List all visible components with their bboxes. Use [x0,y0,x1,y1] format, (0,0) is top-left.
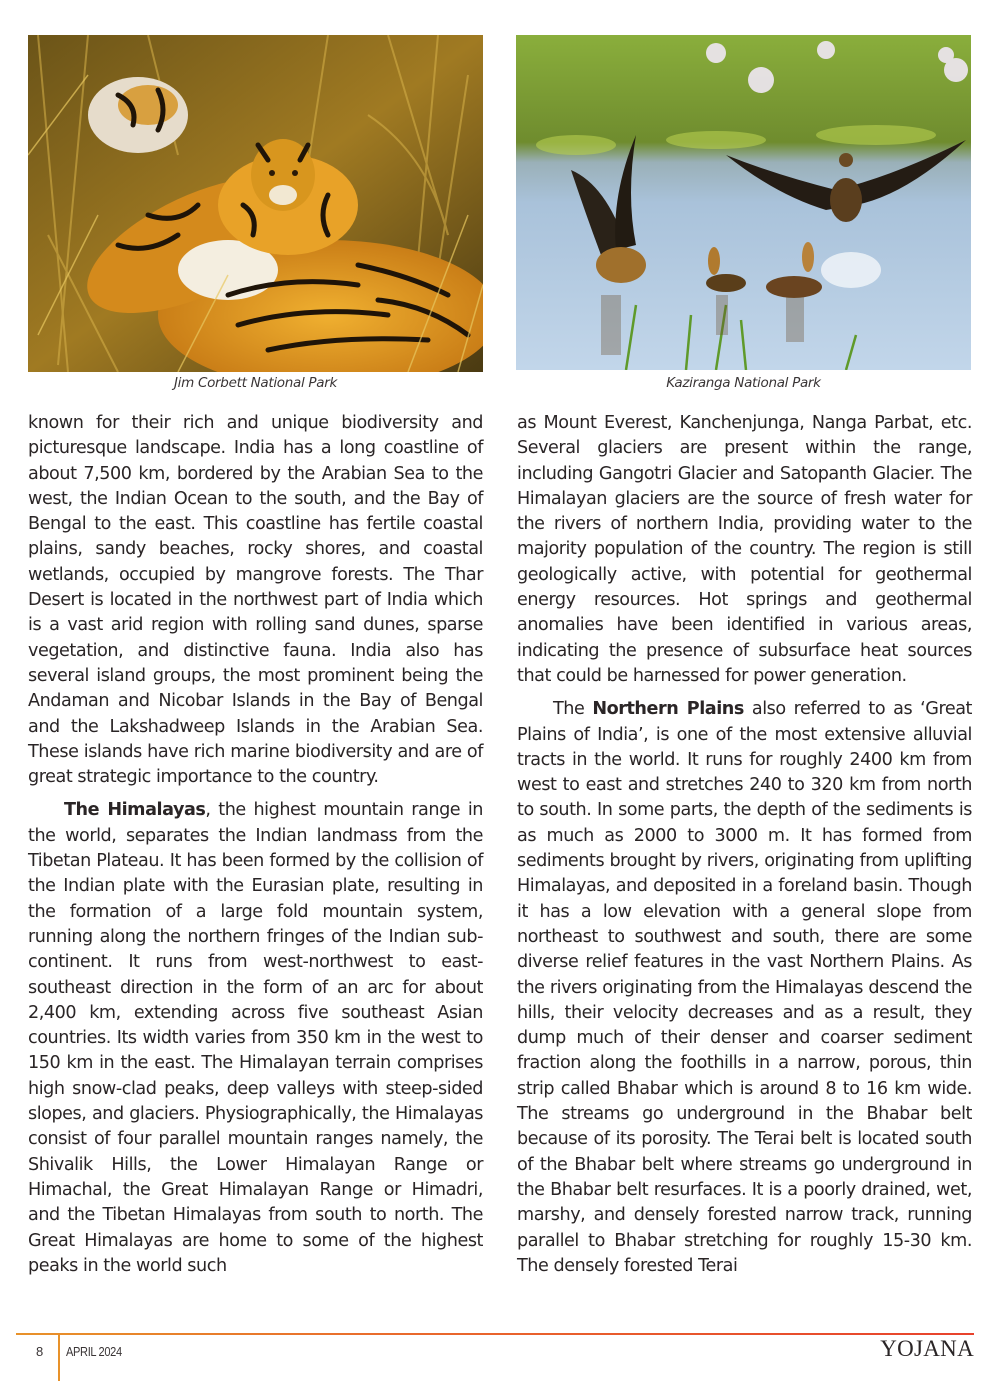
ducks-photo [516,35,971,370]
paragraph-himalayas: The Himalayas, the highest mountain range in the world, separates the Indian landmass from the Tibetan Plateau. It has been formed by the collision of the Indian plate with the Eurasian plate, resulting in the formation of a large fold mountain system, running along the northern fringes of the Indian sub-continent. It runs from west-northwest to east-southeast direction in the form of an arc for about 2,400 km, extending across five southeast Asian countries. Its width varies from 350 km in the west to 150 km in the east. The Himalayan terrain comprises high snow-clad peaks, deep valleys with steep-sided slopes, and glaciers. Physiographically, the Himalayas consist of four parallel mountain ranges namely, the Shivalik Hills, the Lower Himalayan Range or Himachal, the Great Himalayan Range or Himadri, and the Tibetan Himalayas from south to north. The Great Himalayas are home to some of the highest peaks in the world such [28,800,483,1276]
heading-northern-plains: Northern Plains [592,699,744,720]
heading-himalayas: The Himalayas [64,800,206,821]
footer-rule [16,1333,974,1335]
magazine-name: YOJANA [880,1336,974,1361]
article-column-right [517,411,972,1279]
photo-caption: Kaziranga National Park [666,375,821,391]
article-column-left [28,411,483,1279]
paragraph-northern-plains: The Northern Plains also referred to as ‘Great Plains of India’, is one of the most extensive alluvial tracts in the world. It runs for roughly 2400 km from west to east and stretches 240 to 320 km from north to south. In some parts, the depth of the sediments is as much as 2000 to 3000 m. It has formed from sediments brought by rivers, originating from uplifting Himalayas, and deposited in a foreland basin. Though it has a low elevation with a general slope from northeast to southwest and south, there are some diverse relief features in the vast Northern Plains. As the rivers originating from the Himalayas descend the hills, their velocity decreases and as a result, they dump much of their denser and coarser sediment fraction along the foothills in a narrow, porous, thin strip called Bhabar which is around 8 to 16 km wide. The streams go underground in the Bhabar belt because of its porosity. The Terai belt is located south of the Bhabar belt where streams go underground in the Bhabar belt resurfaces. It is a poorly drained, wet, marshy, and densely forested narrow track, running parallel to Bhabar stretching for roughly 15-30 km. The densely forested Terai [517,699,972,1276]
photo-caption: Jim Corbett National Park [174,375,337,391]
ducks-image-icon [516,35,971,370]
paragraph-glaciers: as Mount Everest, Kanchenjunga, Nanga Parbat, etc. Several glaciers are present within the range, including Gangotri Glacier and Satopanth Glacier. The Himalayan glaciers are the source of fresh water for the rivers of northern India, providing water to the majority population of the country. The region is still geologically active, with potential for geothermal energy resources. Hot springs and geothermal anomalies have been identified in various areas, indicating the presence of subsurface heat sources that could be harnessed for power generation. [517,413,972,686]
page-number: 8 [36,1344,43,1359]
issue-date: APRIL 2024 [66,1344,122,1359]
paragraph-coastline: known for their rich and unique biodiversity and picturesque landscape. India has a long coastline of about 7,500 km, bordered by the Arabian Sea to the west, the Indian Ocean to the south, and the Bay of Bengal to the east. This coastline has fertile coastal plains, sandy beaches, rocky shores, and coastal wetlands, occupied by mangrove forests. The Thar Desert is located in the northwest part of India which is a vast arid region with rolling sand dunes, sparse vegetation, and distinctive fauna. India also has several island groups, the most prominent being the Andaman and Nicobar Islands in the Bay of Bengal and the Lakshadweep Islands in the Arabian Sea. These islands have rich marine biodiversity and are of great strategic importance to the country. [28,413,483,788]
tiger-photo [28,35,483,372]
tiger-image-icon [28,35,483,372]
footer-divider [58,1335,60,1381]
